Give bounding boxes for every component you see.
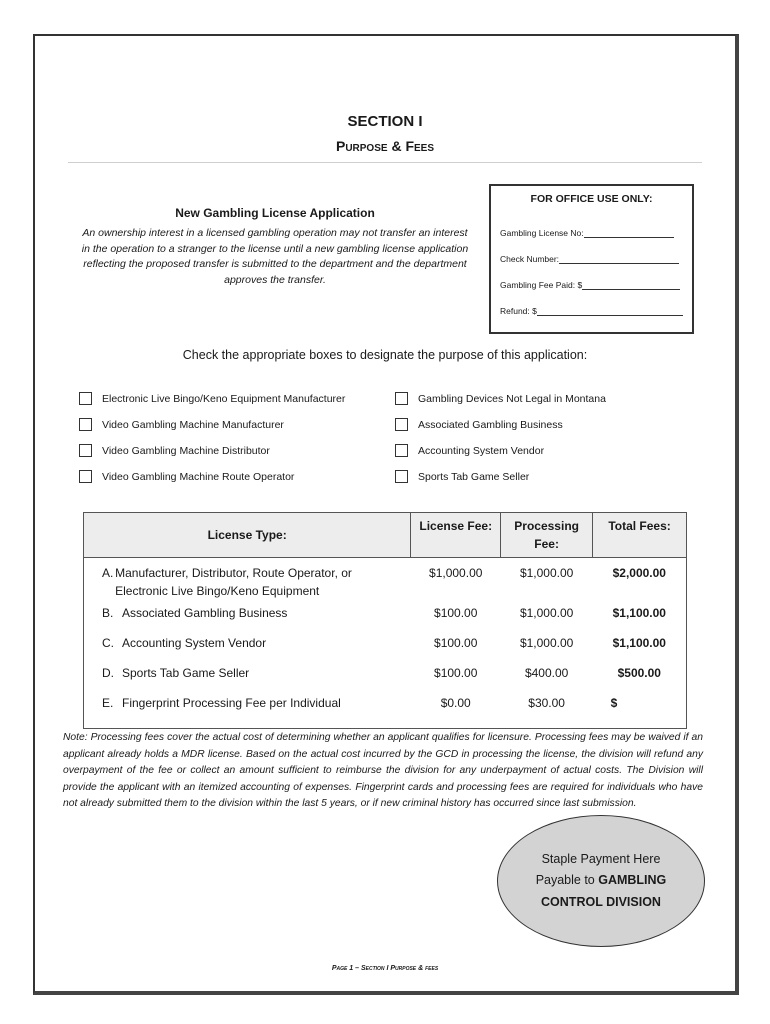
license-type-cell: C. Accounting System Vendor (84, 634, 411, 664)
section-title: SECTION I (347, 113, 423, 130)
license-fee-cell: $100.00 (434, 636, 478, 650)
fee-paid-field[interactable] (582, 278, 680, 290)
checkbox[interactable] (79, 444, 92, 457)
application-description: An ownership interest in a licensed gambling operation may not transfer an interest in the operation to a stranger to the license until a new gambling license application reflecting the proposed transfer is submitted to the department and the department approves the transfer. (81, 227, 469, 286)
header-processing-fee: Processing Fee: (501, 513, 593, 558)
check-number-field[interactable] (559, 252, 679, 264)
purpose-label: Video Gambling Machine Manufacturer (102, 418, 284, 431)
fees-table (83, 512, 687, 729)
license-no-field[interactable] (584, 226, 674, 238)
purpose-item[interactable] (395, 444, 544, 457)
license-fee-cell: $1,000.00 (429, 566, 483, 580)
license-fee-cell: $100.00 (434, 666, 478, 680)
license-type-cell: D. Sports Tab Game Seller (84, 664, 411, 694)
purpose-label: Gambling Devices Not Legal in Montana (418, 392, 606, 405)
purpose-label: Electronic Live Bingo/Keno Equipment Manufacturer (102, 392, 346, 405)
table-row (84, 604, 687, 634)
table-row (84, 634, 687, 664)
processing-fee-cell: $30.00 (501, 694, 593, 729)
purpose-item[interactable] (79, 392, 345, 405)
purpose-item[interactable] (79, 444, 270, 457)
license-type-cell: A. Manufacturer, Distributor, Route Operator, or Electronic Live Bingo/Keno Equipment (84, 558, 411, 605)
purpose-item[interactable] (395, 392, 606, 405)
header-total-fees: Total Fees: (593, 513, 687, 558)
instruction-text: Check the appropriate boxes to designate the purpose of this application: (182, 348, 588, 362)
staple-line-3: CONTROL DIVISION (541, 894, 661, 909)
purpose-label: Associated Gambling Business (418, 418, 563, 431)
checkbox[interactable] (395, 418, 408, 431)
purpose-item[interactable] (395, 470, 529, 483)
purpose-label: Video Gambling Machine Route Operator (102, 470, 295, 483)
staple-payment-area (497, 815, 705, 947)
fee-paid-row (500, 278, 680, 290)
total-fee-cell: $1,100.00 (593, 604, 687, 634)
section-subtitle: Purpose & Fees (335, 138, 435, 154)
table-row (84, 558, 687, 605)
refund-field[interactable] (537, 304, 683, 316)
fee-paid-label: Gambling Fee Paid: $ (500, 280, 583, 290)
total-fee-cell: $1,100.00 (593, 634, 687, 664)
page-footer: Page 1 – Section I Purpose & fees (331, 965, 439, 972)
processing-note: Note: Processing fees cover the actual cost of determining whether an applicant qualifies for licensure. Processing fees may be waived if an applicant already holds a MDR license. Based on the actual cost incurred by the GCD in processing the license, the division will refund any overpayment of the fee or collect an amount sufficient to reimburse the division for any underpayment of actual costs. The Division will provide the applicant with an itemized accounting of expenses. Fingerprint cards and processing fees are required for individuals who have not already submitted them to the division within the last 5 years, or if new criminal history has occurred since last submission. (63, 732, 703, 809)
check-number-label: Check Number: (500, 254, 560, 264)
purpose-label: Video Gambling Machine Distributor (102, 444, 270, 457)
staple-line-1: Staple Payment Here (541, 851, 661, 866)
processing-fee-cell: $1,000.00 (519, 566, 574, 580)
application-title: New Gambling License Application (175, 206, 375, 220)
fees-header-row (84, 513, 687, 558)
license-type-cell: E. Fingerprint Processing Fee per Individual (84, 694, 411, 729)
checkbox[interactable] (79, 392, 92, 405)
license-type-cell: B. Associated Gambling Business (84, 604, 411, 634)
application-block (80, 206, 470, 288)
license-no-row (500, 226, 674, 238)
purpose-item[interactable] (79, 470, 294, 483)
purpose-item[interactable] (395, 418, 563, 431)
purpose-item[interactable] (79, 418, 284, 431)
checkbox[interactable] (79, 418, 92, 431)
purpose-label: Accounting System Vendor (418, 444, 545, 457)
office-use-title: FOR OFFICE USE ONLY: (530, 193, 653, 205)
check-number-row (500, 252, 679, 264)
table-row (84, 664, 687, 694)
purpose-label: Sports Tab Game Seller (418, 470, 530, 483)
office-use-box (489, 184, 694, 334)
processing-fee-cell: $1,000.00 (519, 606, 574, 620)
total-fee-cell: $500.00 (593, 664, 687, 694)
license-fee-cell: $100.00 (434, 606, 478, 620)
license-fee-cell: $0.00 (411, 694, 501, 729)
checkbox[interactable] (79, 470, 92, 483)
table-row (84, 694, 687, 729)
processing-fee-cell: $400.00 (524, 666, 569, 680)
total-fee-cell: $2,000.00 (593, 558, 687, 605)
header-license-fee: License Fee: (411, 513, 501, 558)
divider (68, 162, 702, 163)
refund-label: Refund: $ (500, 306, 537, 316)
checkbox[interactable] (395, 470, 408, 483)
processing-fee-cell: $1,000.00 (519, 636, 574, 650)
total-fee-cell[interactable]: $ (593, 694, 687, 729)
staple-line-2: Payable to GAMBLING (535, 873, 667, 888)
refund-row (500, 304, 683, 316)
license-no-label: Gambling License No: (500, 228, 584, 238)
checkbox[interactable] (395, 444, 408, 457)
header-license-type: License Type: (84, 513, 411, 558)
checkbox[interactable] (395, 392, 408, 405)
